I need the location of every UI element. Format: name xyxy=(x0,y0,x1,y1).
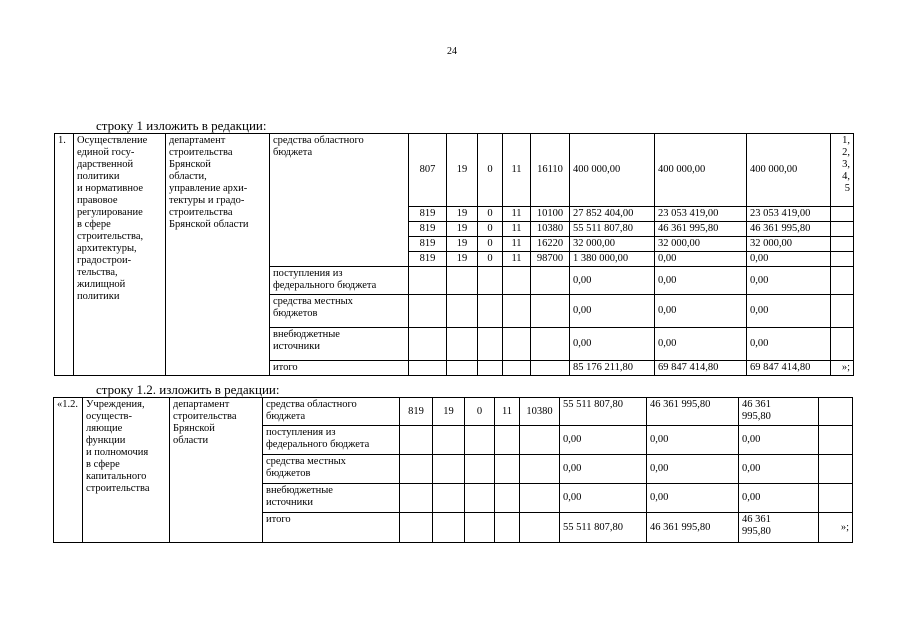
code-c-cell: 11 xyxy=(495,398,520,426)
refs-cell: 1, 2, 3, 4, 5 xyxy=(831,134,854,207)
code-b-cell: 0 xyxy=(478,134,503,207)
value-cell: 32 000,00 xyxy=(655,237,747,252)
value-cell: 400 000,00 xyxy=(570,134,655,207)
code-b-cell: 0 xyxy=(465,398,495,426)
total-label: итого xyxy=(263,513,400,543)
empty-cell xyxy=(831,252,854,267)
source-federal-label: поступления из федерального бюджета xyxy=(270,267,409,295)
code-b-cell: 0 xyxy=(478,207,503,222)
direction-code-cell: 10100 xyxy=(531,207,570,222)
empty-cell xyxy=(478,295,503,328)
empty-cell xyxy=(409,295,447,328)
value-cell: 55 511 807,80 xyxy=(560,398,647,426)
value-cell: 0,00 xyxy=(655,328,747,361)
code-a-cell: 19 xyxy=(447,134,478,207)
empty-cell xyxy=(409,328,447,361)
empty-cell xyxy=(503,295,531,328)
direction-code-cell: 16110 xyxy=(531,134,570,207)
direction-code-cell: 10380 xyxy=(520,398,560,426)
code-c-cell: 11 xyxy=(503,237,531,252)
empty-cell xyxy=(503,267,531,295)
value-cell: 27 852 404,00 xyxy=(570,207,655,222)
direction-code-cell: 16220 xyxy=(531,237,570,252)
empty-cell xyxy=(465,426,495,455)
empty-cell xyxy=(495,513,520,543)
value-cell: 0,00 xyxy=(570,267,655,295)
empty-cell xyxy=(503,328,531,361)
direction-code-cell: 98700 xyxy=(531,252,570,267)
empty-cell xyxy=(447,295,478,328)
empty-cell xyxy=(531,295,570,328)
empty-cell xyxy=(831,267,854,295)
total-value: 46 361 995,80 xyxy=(647,513,739,543)
empty-cell xyxy=(465,513,495,543)
empty-cell xyxy=(400,513,433,543)
empty-cell xyxy=(465,484,495,513)
empty-cell xyxy=(400,484,433,513)
value-cell: 1 380 000,00 xyxy=(570,252,655,267)
grbs-cell: 819 xyxy=(409,237,447,252)
code-c-cell: 11 xyxy=(503,134,531,207)
code-b-cell: 0 xyxy=(478,237,503,252)
value-cell: 0,00 xyxy=(655,295,747,328)
grbs-cell: 819 xyxy=(400,398,433,426)
empty-cell xyxy=(819,484,853,513)
activity-name: Учреждения, осуществ- ляющие функции и полномочия в сфере капитального строительства xyxy=(83,398,170,543)
empty-cell xyxy=(831,237,854,252)
empty-cell xyxy=(400,426,433,455)
section1-heading: строку 1 изложить в редакции: xyxy=(96,118,267,133)
value-cell: 46 361 995,80 xyxy=(747,222,831,237)
direction-code-cell: 10380 xyxy=(531,222,570,237)
empty-cell xyxy=(447,361,478,376)
grbs-cell: 819 xyxy=(409,222,447,237)
empty-cell xyxy=(520,484,560,513)
value-cell: 0,00 xyxy=(747,328,831,361)
empty-cell xyxy=(478,267,503,295)
value-cell: 46 361 995,80 xyxy=(739,398,819,426)
code-a-cell: 19 xyxy=(447,222,478,237)
activity-name: Осуществление единой госу- дарственной политики и нормативное правовое регулирование в сфере строительства, архитектуры, градострои- тельства, жилищной политики xyxy=(74,134,166,376)
total-label: итого xyxy=(270,361,409,376)
value-cell: 0,00 xyxy=(560,426,647,455)
value-cell: 0,00 xyxy=(647,455,739,484)
executor: департамент строительства Брянской области, управление архи- тектуры и градо- строительства Брянской области xyxy=(166,134,270,376)
value-cell: 0,00 xyxy=(655,267,747,295)
source-local-label: средства местных бюджетов xyxy=(263,455,400,484)
grbs-cell: 819 xyxy=(409,207,447,222)
grbs-cell: 819 xyxy=(409,252,447,267)
value-cell: 0,00 xyxy=(747,267,831,295)
empty-cell xyxy=(433,513,465,543)
empty-cell xyxy=(478,361,503,376)
empty-cell xyxy=(831,222,854,237)
empty-cell xyxy=(409,361,447,376)
value-cell: 23 053 419,00 xyxy=(655,207,747,222)
empty-cell xyxy=(831,328,854,361)
value-cell: 0,00 xyxy=(747,252,831,267)
value-cell: 0,00 xyxy=(747,295,831,328)
code-a-cell: 19 xyxy=(447,252,478,267)
section2-heading: строку 1.2. изложить в редакции: xyxy=(96,382,280,397)
code-c-cell: 11 xyxy=(503,222,531,237)
empty-cell xyxy=(520,426,560,455)
value-cell: 46 361 995,80 xyxy=(655,222,747,237)
empty-cell xyxy=(478,328,503,361)
value-cell: 400 000,00 xyxy=(655,134,747,207)
value-cell: 0,00 xyxy=(647,484,739,513)
empty-cell xyxy=(531,361,570,376)
empty-cell xyxy=(465,455,495,484)
empty-cell xyxy=(520,513,560,543)
value-cell: 0,00 xyxy=(570,328,655,361)
value-cell: 0,00 xyxy=(739,426,819,455)
total-value: 46 361 995,80 xyxy=(739,513,819,543)
page-number: 24 xyxy=(447,46,457,57)
empty-cell xyxy=(495,484,520,513)
code-c-cell: 11 xyxy=(503,252,531,267)
empty-cell xyxy=(831,207,854,222)
value-cell: 32 000,00 xyxy=(747,237,831,252)
closing-quote: »; xyxy=(819,513,853,543)
row-number: «1.2. xyxy=(54,398,83,543)
total-value: 85 176 211,80 xyxy=(570,361,655,376)
value-cell: 0,00 xyxy=(647,426,739,455)
empty-cell xyxy=(531,267,570,295)
value-cell: 0,00 xyxy=(739,484,819,513)
total-value: 69 847 414,80 xyxy=(655,361,747,376)
value-cell: 55 511 807,80 xyxy=(570,222,655,237)
code-a-cell: 19 xyxy=(447,237,478,252)
empty-cell xyxy=(409,267,447,295)
empty-cell xyxy=(819,455,853,484)
empty-cell xyxy=(447,267,478,295)
value-cell: 0,00 xyxy=(570,295,655,328)
empty-cell xyxy=(433,455,465,484)
value-cell: 23 053 419,00 xyxy=(747,207,831,222)
value-cell: 46 361 995,80 xyxy=(647,398,739,426)
empty-cell xyxy=(819,426,853,455)
code-b-cell: 0 xyxy=(478,252,503,267)
source-regional-label: средства областного бюджета xyxy=(263,398,400,426)
code-b-cell: 0 xyxy=(478,222,503,237)
empty-cell xyxy=(433,426,465,455)
total-value: 69 847 414,80 xyxy=(747,361,831,376)
value-cell: 0,00 xyxy=(739,455,819,484)
source-extrabudgetary-label: внебюджетные источники xyxy=(270,328,409,361)
executor: департамент строительства Брянской области xyxy=(170,398,263,543)
empty-cell xyxy=(831,295,854,328)
total-value: 55 511 807,80 xyxy=(560,513,647,543)
empty-cell xyxy=(503,361,531,376)
empty-cell xyxy=(495,455,520,484)
value-cell: 0,00 xyxy=(560,484,647,513)
code-a-cell: 19 xyxy=(447,207,478,222)
value-cell: 0,00 xyxy=(560,455,647,484)
grbs-cell: 807 xyxy=(409,134,447,207)
code-c-cell: 11 xyxy=(503,207,531,222)
empty-cell xyxy=(495,426,520,455)
empty-cell xyxy=(520,455,560,484)
table-row-1 xyxy=(54,133,854,376)
empty-cell xyxy=(531,328,570,361)
value-cell: 400 000,00 xyxy=(747,134,831,207)
closing-quote: »; xyxy=(831,361,854,376)
source-regional-label: средства областного бюджета xyxy=(270,134,409,267)
empty-cell xyxy=(447,328,478,361)
empty-cell xyxy=(433,484,465,513)
empty-cell xyxy=(819,398,853,426)
value-cell: 32 000,00 xyxy=(570,237,655,252)
row-number: 1. xyxy=(55,134,74,376)
empty-cell xyxy=(400,455,433,484)
table-row-1-2 xyxy=(53,397,853,543)
code-a-cell: 19 xyxy=(433,398,465,426)
source-local-label: средства местных бюджетов xyxy=(270,295,409,328)
source-federal-label: поступления из федерального бюджета xyxy=(263,426,400,455)
source-extrabudgetary-label: внебюджетные источники xyxy=(263,484,400,513)
value-cell: 0,00 xyxy=(655,252,747,267)
